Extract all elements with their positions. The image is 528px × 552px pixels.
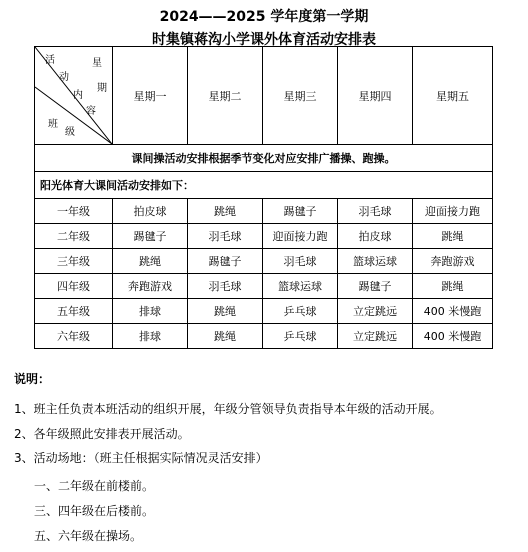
activity-cell: 立定跳远	[338, 299, 413, 324]
weekday-header: 星期二	[188, 47, 263, 145]
activity-cell: 拍皮球	[113, 199, 188, 224]
activity-cell: 跳绳	[188, 199, 263, 224]
activity-cell: 踢毽子	[263, 199, 338, 224]
corner-label: 动	[59, 72, 69, 83]
grade-cell: 一年级	[35, 199, 113, 224]
notice-row	[35, 145, 493, 172]
weekday-header: 星期三	[263, 47, 338, 145]
weekday-header: 星期五	[413, 47, 493, 145]
venue-item: 三、四年级在后楼前。	[34, 504, 155, 518]
activity-cell: 篮球运球	[338, 249, 413, 274]
activity-cell: 迎面接力跑	[413, 199, 493, 224]
notice-text: 课间操活动安排根据季节变化对应安排广播操、跑操。	[35, 145, 493, 172]
schedule-table	[34, 46, 493, 349]
activity-cell: 跳绳	[188, 324, 263, 349]
corner-label: 容	[86, 106, 96, 117]
venue-item: 五、六年级在操场。	[34, 529, 143, 543]
note-item: 3、活动场地：（班主任根据实际情况灵活安排）	[14, 451, 268, 465]
corner-label: 活	[45, 55, 55, 66]
activity-cell: 400 米慢跑	[413, 299, 493, 324]
weekday-header: 星期一	[113, 47, 188, 145]
grade-cell: 五年级	[35, 299, 113, 324]
activity-cell: 羽毛球	[338, 199, 413, 224]
activity-cell: 拍皮球	[338, 224, 413, 249]
subtitle-row	[35, 172, 493, 199]
corner-label: 期	[97, 83, 107, 94]
venue-item: 一、二年级在前楼前。	[34, 479, 155, 493]
grade-cell: 六年级	[35, 324, 113, 349]
activity-cell: 立定跳远	[338, 324, 413, 349]
corner-header-cell	[35, 47, 113, 145]
table-row	[35, 249, 493, 274]
activity-cell: 篮球运球	[263, 274, 338, 299]
activity-cell: 乒乓球	[263, 324, 338, 349]
corner-label: 班	[48, 119, 58, 130]
header-row	[35, 47, 493, 145]
activity-cell: 迎面接力跑	[263, 224, 338, 249]
subtitle-text: 阳光体育大课间活动安排如下：	[35, 172, 493, 199]
title-year: 2024——2025 学年度第一学期	[159, 9, 369, 25]
activity-cell: 跳绳	[188, 299, 263, 324]
corner-label: 级	[65, 127, 75, 138]
activity-cell: 羽毛球	[263, 249, 338, 274]
activity-cell: 跳绳	[413, 274, 493, 299]
grade-cell: 四年级	[35, 274, 113, 299]
weekday-header: 星期四	[338, 47, 413, 145]
activity-cell: 400 米慢跑	[413, 324, 493, 349]
notes-heading: 说明：	[14, 372, 51, 386]
activity-cell: 奔跑游戏	[113, 274, 188, 299]
activity-cell: 排球	[113, 299, 188, 324]
table-row	[35, 274, 493, 299]
activity-cell: 跳绳	[113, 249, 188, 274]
activity-cell: 奔跑游戏	[413, 249, 493, 274]
note-item: 2、各年级照此安排表开展活动。	[14, 427, 190, 441]
note-item: 1、班主任负责本班活动的组织开展，年级分管领导负责指导本年级的活动开展。	[14, 402, 442, 416]
table-row	[35, 199, 493, 224]
activity-cell: 踢毽子	[113, 224, 188, 249]
activity-cell: 排球	[113, 324, 188, 349]
grade-cell: 三年级	[35, 249, 113, 274]
activity-cell: 踢毽子	[188, 249, 263, 274]
table-row	[35, 299, 493, 324]
activity-cell: 跳绳	[413, 224, 493, 249]
activity-cell: 乒乓球	[263, 299, 338, 324]
grade-cell: 二年级	[35, 224, 113, 249]
corner-label: 内	[73, 90, 83, 101]
table-row	[35, 324, 493, 349]
activity-cell: 羽毛球	[188, 274, 263, 299]
corner-label: 星	[92, 58, 102, 69]
activity-cell: 踢毽子	[338, 274, 413, 299]
table-row	[35, 224, 493, 249]
activity-cell: 羽毛球	[188, 224, 263, 249]
title-main: 时集镇蒋沟小学课外体育活动安排表	[152, 32, 376, 48]
